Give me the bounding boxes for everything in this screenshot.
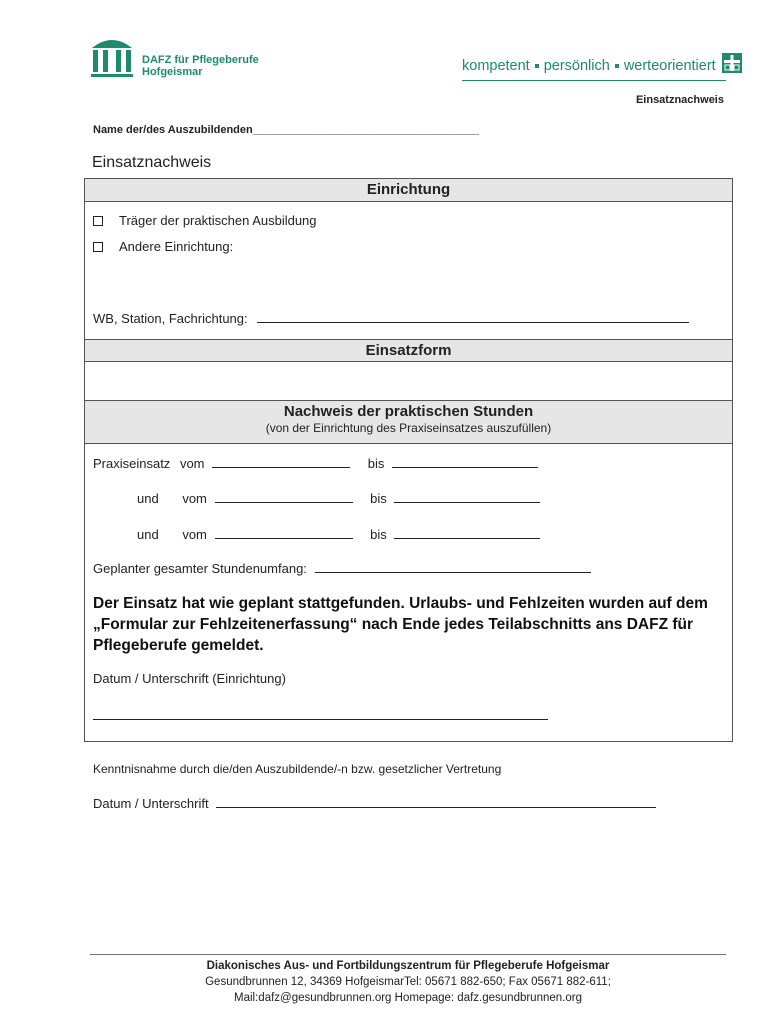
header-divider (462, 80, 726, 81)
praxiseinsatz-row-3 (137, 527, 540, 542)
wb-station-field[interactable] (257, 311, 689, 323)
footer-contact: Mail:dafz@gesundbrunnen.org Homepage: dafz.gesundbrunnen.org (234, 992, 582, 1004)
bis-label: bis (370, 491, 387, 506)
slogan-word-1: kompetent (462, 58, 530, 74)
datum-unterschrift-row (93, 796, 656, 811)
einsatzform-header: Einsatzform (85, 339, 732, 362)
section-title: Einsatznachweis (92, 154, 212, 171)
footer-divider (90, 954, 726, 955)
slogan-word-2: persönlich (543, 58, 610, 74)
footer-address: Gesundbrunnen 12, 34369 HofgeismarTel: 05671 882-650; Fax 05671 882-611; (205, 976, 611, 988)
vom-label: vom (182, 527, 207, 542)
slogan-separator (535, 64, 539, 68)
geplant-field[interactable] (315, 561, 591, 573)
cross-box-icon (722, 53, 742, 73)
bis-field-3[interactable] (394, 527, 540, 539)
org-name-line1: DAFZ für Pflegeberufe (142, 54, 259, 66)
bis-label: bis (370, 527, 387, 542)
form-box (84, 178, 733, 742)
einsatzform-field[interactable] (85, 362, 732, 400)
org-name (142, 54, 259, 78)
vom-field-3[interactable] (215, 527, 353, 539)
name-field-label[interactable]: Name der/des Auszubildenden_____________________________________ (93, 124, 480, 136)
option-andere[interactable] (93, 239, 233, 254)
bis-field-2[interactable] (394, 491, 540, 503)
nachweis-title: Nachweis der praktischen Stunden (283, 403, 534, 420)
option-traeger-label: Träger der praktischen Ausbildung (119, 213, 317, 228)
slogan (462, 58, 742, 74)
document-label: Einsatznachweis (635, 94, 724, 106)
signature-line-einrichtung[interactable] (93, 719, 548, 720)
option-andere-label: Andere Einrichtung: (119, 239, 234, 254)
praxiseinsatz-row-2 (137, 491, 540, 506)
praxiseinsatz-row-1 (93, 456, 538, 471)
footer-org-name: Diakonisches Aus- und Fortbildungszentrum für Pflegeberufe Hofgeismar (206, 960, 610, 972)
vom-field-1[interactable] (212, 456, 350, 468)
wb-station-label: WB, Station, Fachrichtung: (93, 311, 248, 326)
praxiseinsatz-label: Praxiseinsatz (93, 456, 171, 471)
checkbox-traeger[interactable] (93, 216, 103, 226)
checkbox-andere[interactable] (93, 242, 103, 252)
vom-field-2[interactable] (215, 491, 353, 503)
datum-unterschrift-label: Datum / Unterschrift (93, 796, 209, 811)
bis-label: bis (367, 456, 385, 471)
org-name-line2: Hofgeismar (142, 66, 203, 78)
dafz-logo (90, 34, 259, 78)
vom-label: vom (182, 491, 207, 506)
und-label: und (137, 527, 159, 542)
nachweis-subtitle: (von der Einrichtung des Praxiseinsatzes auszufüllen) (265, 421, 552, 435)
bis-field-1[interactable] (392, 456, 538, 468)
option-traeger[interactable] (93, 213, 317, 228)
signature-line-azubi[interactable] (216, 796, 656, 808)
geplant-row (93, 561, 591, 576)
einrichtung-header: Einrichtung (85, 178, 732, 202)
datum-einrichtung-label: Datum / Unterschrift (Einrichtung) (93, 671, 286, 686)
und-label: und (137, 491, 159, 506)
slogan-word-3: werteorientiert (623, 58, 716, 74)
vom-label: vom (179, 456, 205, 471)
slogan-separator (615, 64, 619, 68)
kenntnisnahme-text: Kenntnisnahme durch die/den Auszubildende/-n bzw. gesetzlicher Vertretung (93, 762, 502, 776)
wb-station-row (93, 311, 689, 326)
pillared-building-icon (90, 34, 134, 78)
nachweis-header (85, 400, 732, 444)
confirmation-statement: Der Einsatz hat wie geplant stattgefunden. Urlaubs- und Fehlzeiten wurden auf dem „Formular zur Fehlzeitenerfassung“ nach Ende jedes Teilabschnitts ans DAFZ für Pflegeberufe gemeldet. (93, 595, 708, 654)
footer (90, 958, 726, 1006)
geplant-label: Geplanter gesamter Stundenumfang: (93, 561, 307, 576)
